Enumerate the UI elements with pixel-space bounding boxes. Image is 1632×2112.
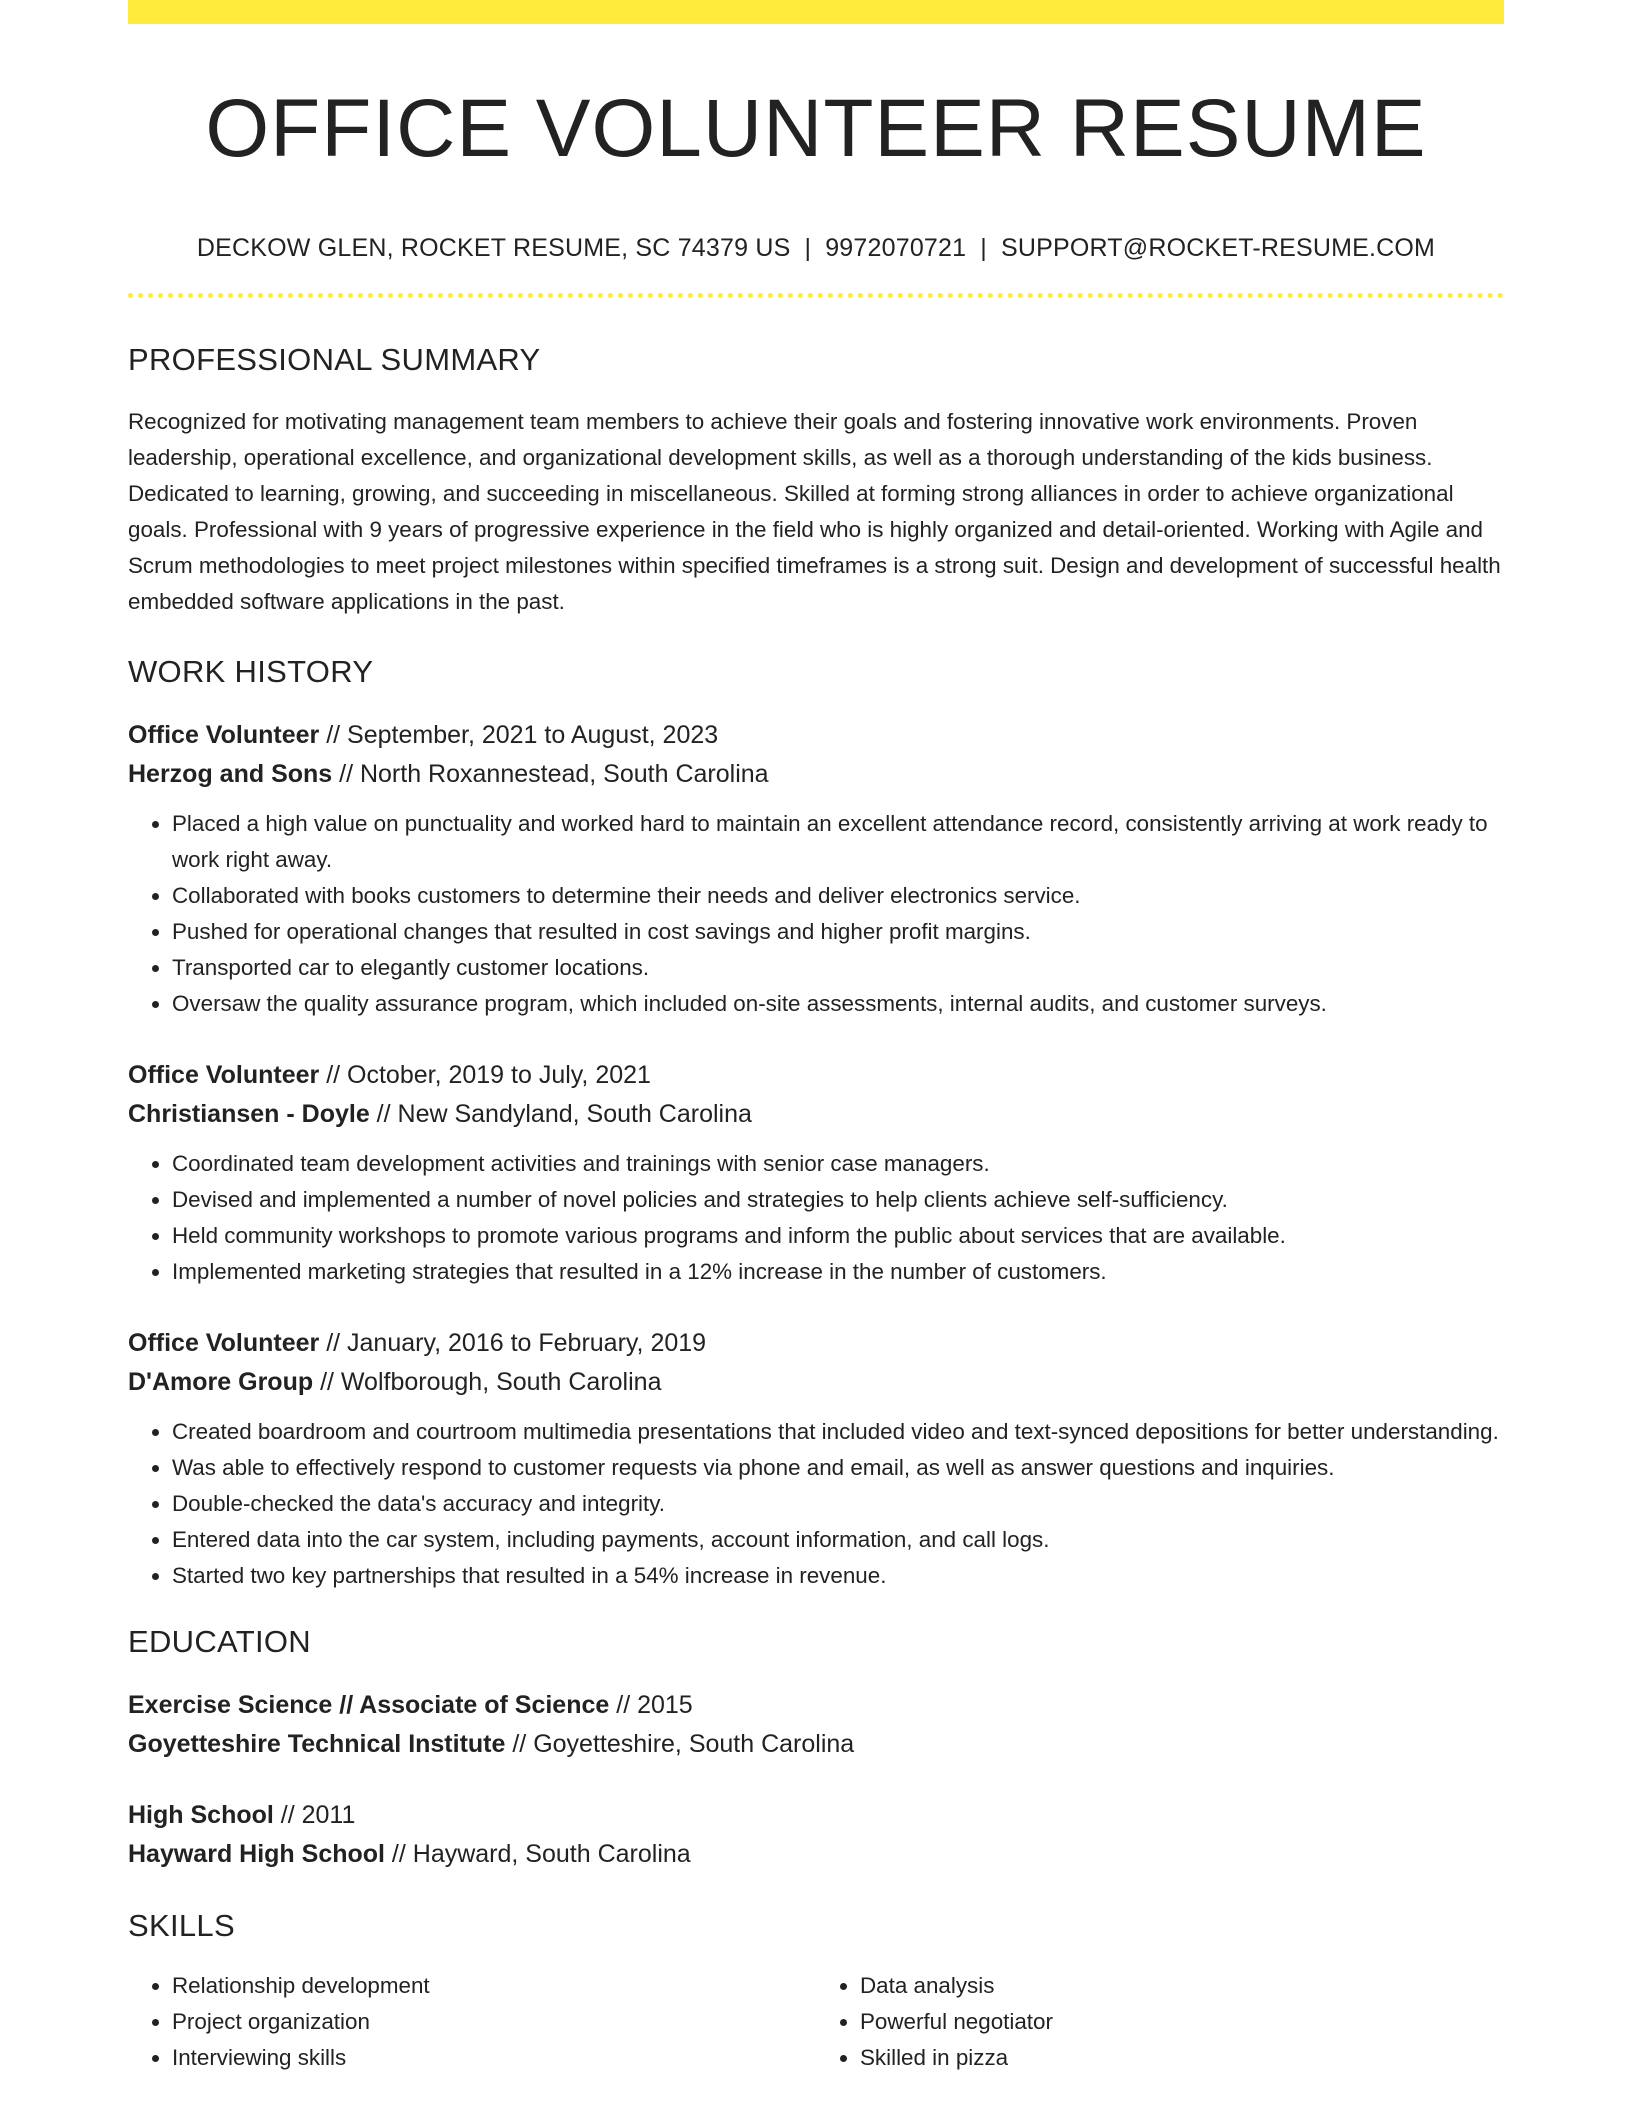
list-item: • Double-checked the data's accuracy and integrity.	[172, 1486, 1504, 1522]
education-school: Goyetteshire Technical Institute	[128, 1730, 506, 1759]
skills-heading: SKILLS	[128, 1908, 235, 1944]
list-item: • Coordinated team development activities and trainings with senior case managers.	[172, 1146, 1504, 1182]
header-divider	[128, 293, 1504, 298]
education-degree-line	[128, 1796, 1504, 1835]
list-item: • Skilled in pizza	[860, 2040, 1504, 2076]
education-degree: High School	[128, 1801, 274, 1830]
education-school: Hayward High School	[128, 1840, 385, 1869]
list-item: • Relationship development	[172, 1968, 816, 2004]
list-item: • Powerful negotiator	[860, 2004, 1504, 2040]
education-degree-line	[128, 1686, 1504, 1725]
education-location: // Hayward, South Carolina	[384, 1840, 691, 1869]
list-item: • Entered data into the car system, including payments, account information, and call logs.	[172, 1522, 1504, 1558]
list-item: • Implemented marketing strategies that resulted in a 12% increase in the number of customers.	[172, 1254, 1504, 1290]
job-company-line	[128, 1095, 1504, 1134]
list-item: • Oversaw the quality assurance program, which included on-site assessments, internal audits, and customer surveys.	[172, 986, 1504, 1022]
education-school-line	[128, 1835, 1504, 1874]
job-location: // Wolfborough, South Carolina	[313, 1368, 662, 1397]
skills-column-right	[816, 1968, 1504, 2076]
contact-phone: 9972070721	[825, 234, 967, 263]
job-entry	[128, 716, 1504, 1022]
list-item: • Interviewing skills	[172, 2040, 816, 2076]
job-bullets	[128, 806, 1504, 1022]
summary-text: Recognized for motivating management team members to achieve their goals and fostering innovative work environments. Proven leadership, operational excellence, and organizational development skills, as well as a thorough understanding of the kids business. Dedicated to learning, growing, and succeeding in miscellaneous. Skilled at forming strong alliances in order to achieve organizational goals. Professional with 9 years of progressive experience in the field who is highly organized and detail-oriented. Working with Agile and Scrum methodologies to meet project milestones within specified timeframes is a strong suit. Design and development of successful health embedded software applications in the past.	[128, 409, 1501, 615]
job-location: // North Roxannestead, South Carolina	[332, 760, 769, 789]
contact-separator: |	[804, 234, 812, 263]
job-role: Office Volunteer	[128, 1329, 320, 1358]
list-item: • Collaborated with books customers to determine their needs and deliver electronics service.	[172, 878, 1504, 914]
job-location: // New Sandyland, South Carolina	[369, 1100, 752, 1129]
resume-title: OFFICE VOLUNTEER RESUME	[205, 83, 1427, 174]
job-company: Herzog and Sons	[128, 760, 333, 789]
skills-list	[128, 1968, 816, 2076]
job-bullets	[128, 1414, 1504, 1594]
contact-line	[128, 234, 1504, 263]
list-item: • Created boardroom and courtroom multimedia presentations that included video and text-synced depositions for better understanding.	[172, 1414, 1504, 1450]
education-school-line	[128, 1725, 1504, 1764]
list-item: • Started two key partnerships that resulted in a 54% increase in revenue.	[172, 1558, 1504, 1594]
contact-address: DECKOW GLEN, ROCKET RESUME, SC 74379 US	[196, 234, 791, 263]
list-item: • Pushed for operational changes that resulted in cost savings and higher profit margins.	[172, 914, 1504, 950]
job-company: D'Amore Group	[128, 1368, 314, 1397]
list-item: • Placed a high value on punctuality and worked hard to maintain an excellent attendance record, consistently arriving at work ready to work right away.	[172, 806, 1504, 878]
education-degree: Exercise Science // Associate of Science	[128, 1691, 610, 1720]
work-history-heading: WORK HISTORY	[128, 654, 374, 690]
job-role-line	[128, 1324, 1504, 1363]
job-entry	[128, 1056, 1504, 1290]
job-company: Christiansen - Doyle	[128, 1100, 370, 1129]
job-company-line	[128, 755, 1504, 794]
job-dates: // October, 2019 to July, 2021	[319, 1061, 651, 1090]
job-bullets	[128, 1146, 1504, 1290]
skills-list	[816, 1968, 1504, 2076]
education-location: // Goyetteshire, South Carolina	[505, 1730, 855, 1759]
job-role: Office Volunteer	[128, 1061, 320, 1090]
education-year: // 2011	[273, 1801, 356, 1830]
education-entry	[128, 1796, 1504, 1874]
contact-separator: |	[980, 234, 987, 263]
list-item: • Held community workshops to promote various programs and inform the public about services that are available.	[172, 1218, 1504, 1254]
skills-column-left	[128, 1968, 816, 2076]
list-item: • Devised and implemented a number of novel policies and strategies to help clients achieve self-sufficiency.	[172, 1182, 1504, 1218]
skills-grid	[128, 1968, 1504, 2076]
list-item: • Transported car to elegantly customer locations.	[172, 950, 1504, 986]
accent-bar	[128, 0, 1504, 24]
job-role: Office Volunteer	[128, 721, 320, 750]
contact-email: SUPPORT@ROCKET-RESUME.COM	[1000, 234, 1436, 263]
job-dates: // September, 2021 to August, 2023	[319, 721, 719, 750]
list-item: • Data analysis	[860, 1968, 1504, 2004]
list-item: • Was able to effectively respond to customer requests via phone and email, as well as answer questions and inquiries.	[172, 1450, 1504, 1486]
job-company-line	[128, 1363, 1504, 1402]
education-heading: EDUCATION	[128, 1624, 311, 1660]
education-year: // 2015	[609, 1691, 693, 1720]
job-role-line	[128, 1056, 1504, 1095]
summary-heading: PROFESSIONAL SUMMARY	[128, 342, 541, 378]
job-entry	[128, 1324, 1504, 1594]
job-role-line	[128, 716, 1504, 755]
list-item: • Project organization	[172, 2004, 816, 2040]
job-dates: // January, 2016 to February, 2019	[319, 1329, 707, 1358]
education-entry	[128, 1686, 1504, 1764]
